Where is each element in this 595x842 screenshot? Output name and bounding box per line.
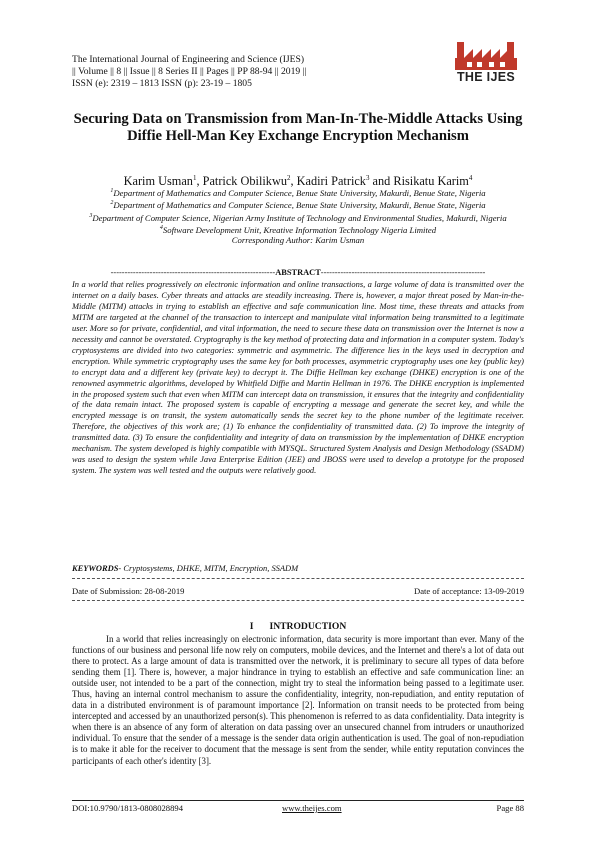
keywords-list: - Cryptosystems, DHKE, MITM, Encryption, SSADM: [118, 563, 299, 573]
date-acceptance: Date of acceptance: 13-09-2019: [414, 586, 524, 596]
abstract-dashes-left: -----------------------------------------------------------: [110, 268, 276, 277]
author-sup: 4: [468, 174, 473, 182]
affiliation-sup: 2: [110, 200, 114, 207]
author-name: Karim Usman: [123, 174, 193, 189]
factory-logo-icon: [447, 38, 525, 72]
dates-row: [72, 586, 524, 597]
footer-link[interactable]: www.theijes.com: [282, 803, 342, 813]
author-list: Karim Usman$^1$, Patrick Obilikwu$^2$, Kadiri Patrick$^3$ and Risikatu Karim$^4$: [123, 174, 473, 189]
affiliation-sup: 4: [159, 224, 163, 231]
affiliation-text: Department of Computer Science, Nigerian Army Institute of Technology and Environmental Studies, Makurdi, Nigeria: [92, 212, 507, 223]
affiliation-2: [72, 198, 524, 210]
paper-title: Securing Data on Transmission from Man-In-The-Middle Attacks Using Diffie Hell-Man Key Exchange Encryption Mechanism: [73, 111, 523, 145]
affiliation-sup: 3: [89, 212, 93, 219]
keywords: [72, 563, 524, 574]
affiliation-text: Software Development Unit, Kreative Information Technology Nigeria Limited: [162, 224, 437, 235]
page-footer: [72, 800, 524, 814]
author-sup: 1: [192, 174, 197, 182]
affiliation-sup: 1: [110, 188, 114, 194]
page-number: Page 88: [496, 803, 524, 813]
abstract-text: In a world that relies progressively on electronic information and online transactions, a large volume of data is transmitted over the internet on a daily bases. Cyber threats and attacks are steadily increasing. There is, however, a major threat posed by Man-in-the-Middle (MITM) attacks in trying to establish an effective and safe communication line. Most time, these threats and attacks from MITM are targeted at the channel of the transaction to intercept and manipulate vital information being transmitted to a legitimate user. More so for private, confidential, and vital information, the need to secure these data on transmission over the Internet is now a necessity and cannot be overstated. Cryptography is the key method of protecting data and information in a computer system. Today's cryptosystems are divided into two categories: symmetric and asymmetric. The difference lies in the keys used in decryption and encryption. While symmetric cryptography uses the same key for both processes, asymmetric cryptography uses one key (public key) to encrypt data and a different key (private key) to decrypt it. The Diffie Hellman key exchange (DHKE) encryption is one of the renowned asymmetric algorithms, developed by Whitfield Diffie and Martin Hellman in 1976. The DHKE encryption is implemented in the proposed system such that even when MITM can intercept data on transmission, it ensures that the integrity and confidentiality of the data remain intact. The proposed system is capable of encrypting a message and generate the secret key, and while the encrypted message is on transit, the system automatically sends the secret key to the phone number of the legitimate receiver. Therefore, the objectives of this work are; (1) To enhance the confidentiality of transmitted data. (2) To improve the integrity of transmitted data. (3) To ensure the confidentiality and integrity of data on transmission by the implementation of DHKE encryption mechanism. The system developed is highly compatible with MYSQL. Structured System Analysis and Design Methodology (SSADM) was used to design the system while Java Enterprise Edition (JEE) and JBOSS were used to develop a prototype for the proposed system. The system was well tested and the outputs were relatively good.: [72, 279, 524, 476]
corresponding-author: Corresponding Author: Karim Usman: [231, 235, 365, 246]
abstract-dashes-right: -----------------------------------------------------------: [320, 268, 486, 277]
date-submission: Date of Submission: 28-08-2019: [72, 586, 185, 596]
keywords-label: KEYWORDS: [72, 563, 119, 573]
affiliation-3: [72, 211, 524, 223]
affiliation-4: [72, 223, 524, 235]
author-name: Risikatu Karim: [393, 174, 469, 189]
footer-doi: DOI:10.9790/1813-0808028894: [72, 803, 183, 813]
abstract-heading: [72, 268, 524, 278]
affiliation-text: Department of Mathematics and Computer Science, Benue State University, Makurdi, Benue State, Nigeria: [113, 187, 486, 198]
journal-header: [72, 54, 372, 91]
introduction-text: In a world that relies increasingly on electronic information, data security is more important than ever. Many of the functions of our business and personal life now rely on computers, mobile devices, and the Internet and there's a lot of data out there to protect. As a large amount of data is transmitted over the network, it is preliminary to secure all types of data before sending them [1]. There is, however, a major hindrance in trying to establish an effective and safe communication line: an outside user, not intended to be a part of the connection, might try to steal the information being passed to a legitimate user. Thus, having an internal control mechanism to assure the confidentiality, integrity, non-repudiation, and entity reputation of data in a distributed environment is of paramount importance [2]. Information on transit needs to be protected from being intercepted and accessed by an unauthorized person(s). This phenomenon is referred to as data confidentiality. Data integrity is when there is an absence of any form of alteration on data passing over an unsecured channel from intruders or unauthorized individual. To ensure that the sender of a message is the sender data origin authentication is used. The goal of non-repudiation is to make it able for the receiver to document that the message is sent from the sender, while entity reputation convinces the participants of each other's identity [3].: [72, 634, 524, 766]
affiliations: [72, 186, 524, 246]
journal-name: The International Journal of Engineering and Science (IJES): [72, 54, 305, 65]
divider: [72, 600, 524, 601]
logo-text: THE IJES: [457, 70, 515, 84]
section-number: I: [249, 621, 254, 632]
journal-logo: [447, 38, 525, 90]
affiliation-1: [72, 186, 524, 198]
section-title: INTRODUCTION: [269, 621, 347, 632]
journal-issn: ISSN (e): 2319 – 1813 ISSN (p): 23-19 – 1805: [72, 78, 252, 90]
author-name: Kadiri Patrick: [296, 174, 366, 189]
divider: [72, 578, 524, 579]
section-heading: [72, 621, 524, 633]
affiliation-text: Department of Mathematics and Computer Science, Benue State University, Makurdi, Benue State, Nigeria: [113, 200, 486, 211]
journal-volume-line: || Volume || 8 || Issue || 8 Series II || Pages || PP 88-94 || 2019 ||: [72, 66, 307, 78]
author-sup: 2: [286, 174, 291, 182]
introduction-paragraph: [72, 634, 524, 767]
abstract-label: ABSTRACT: [275, 268, 321, 277]
author-name: Patrick Obilikwu: [202, 174, 287, 189]
author-sup: 3: [365, 174, 370, 182]
